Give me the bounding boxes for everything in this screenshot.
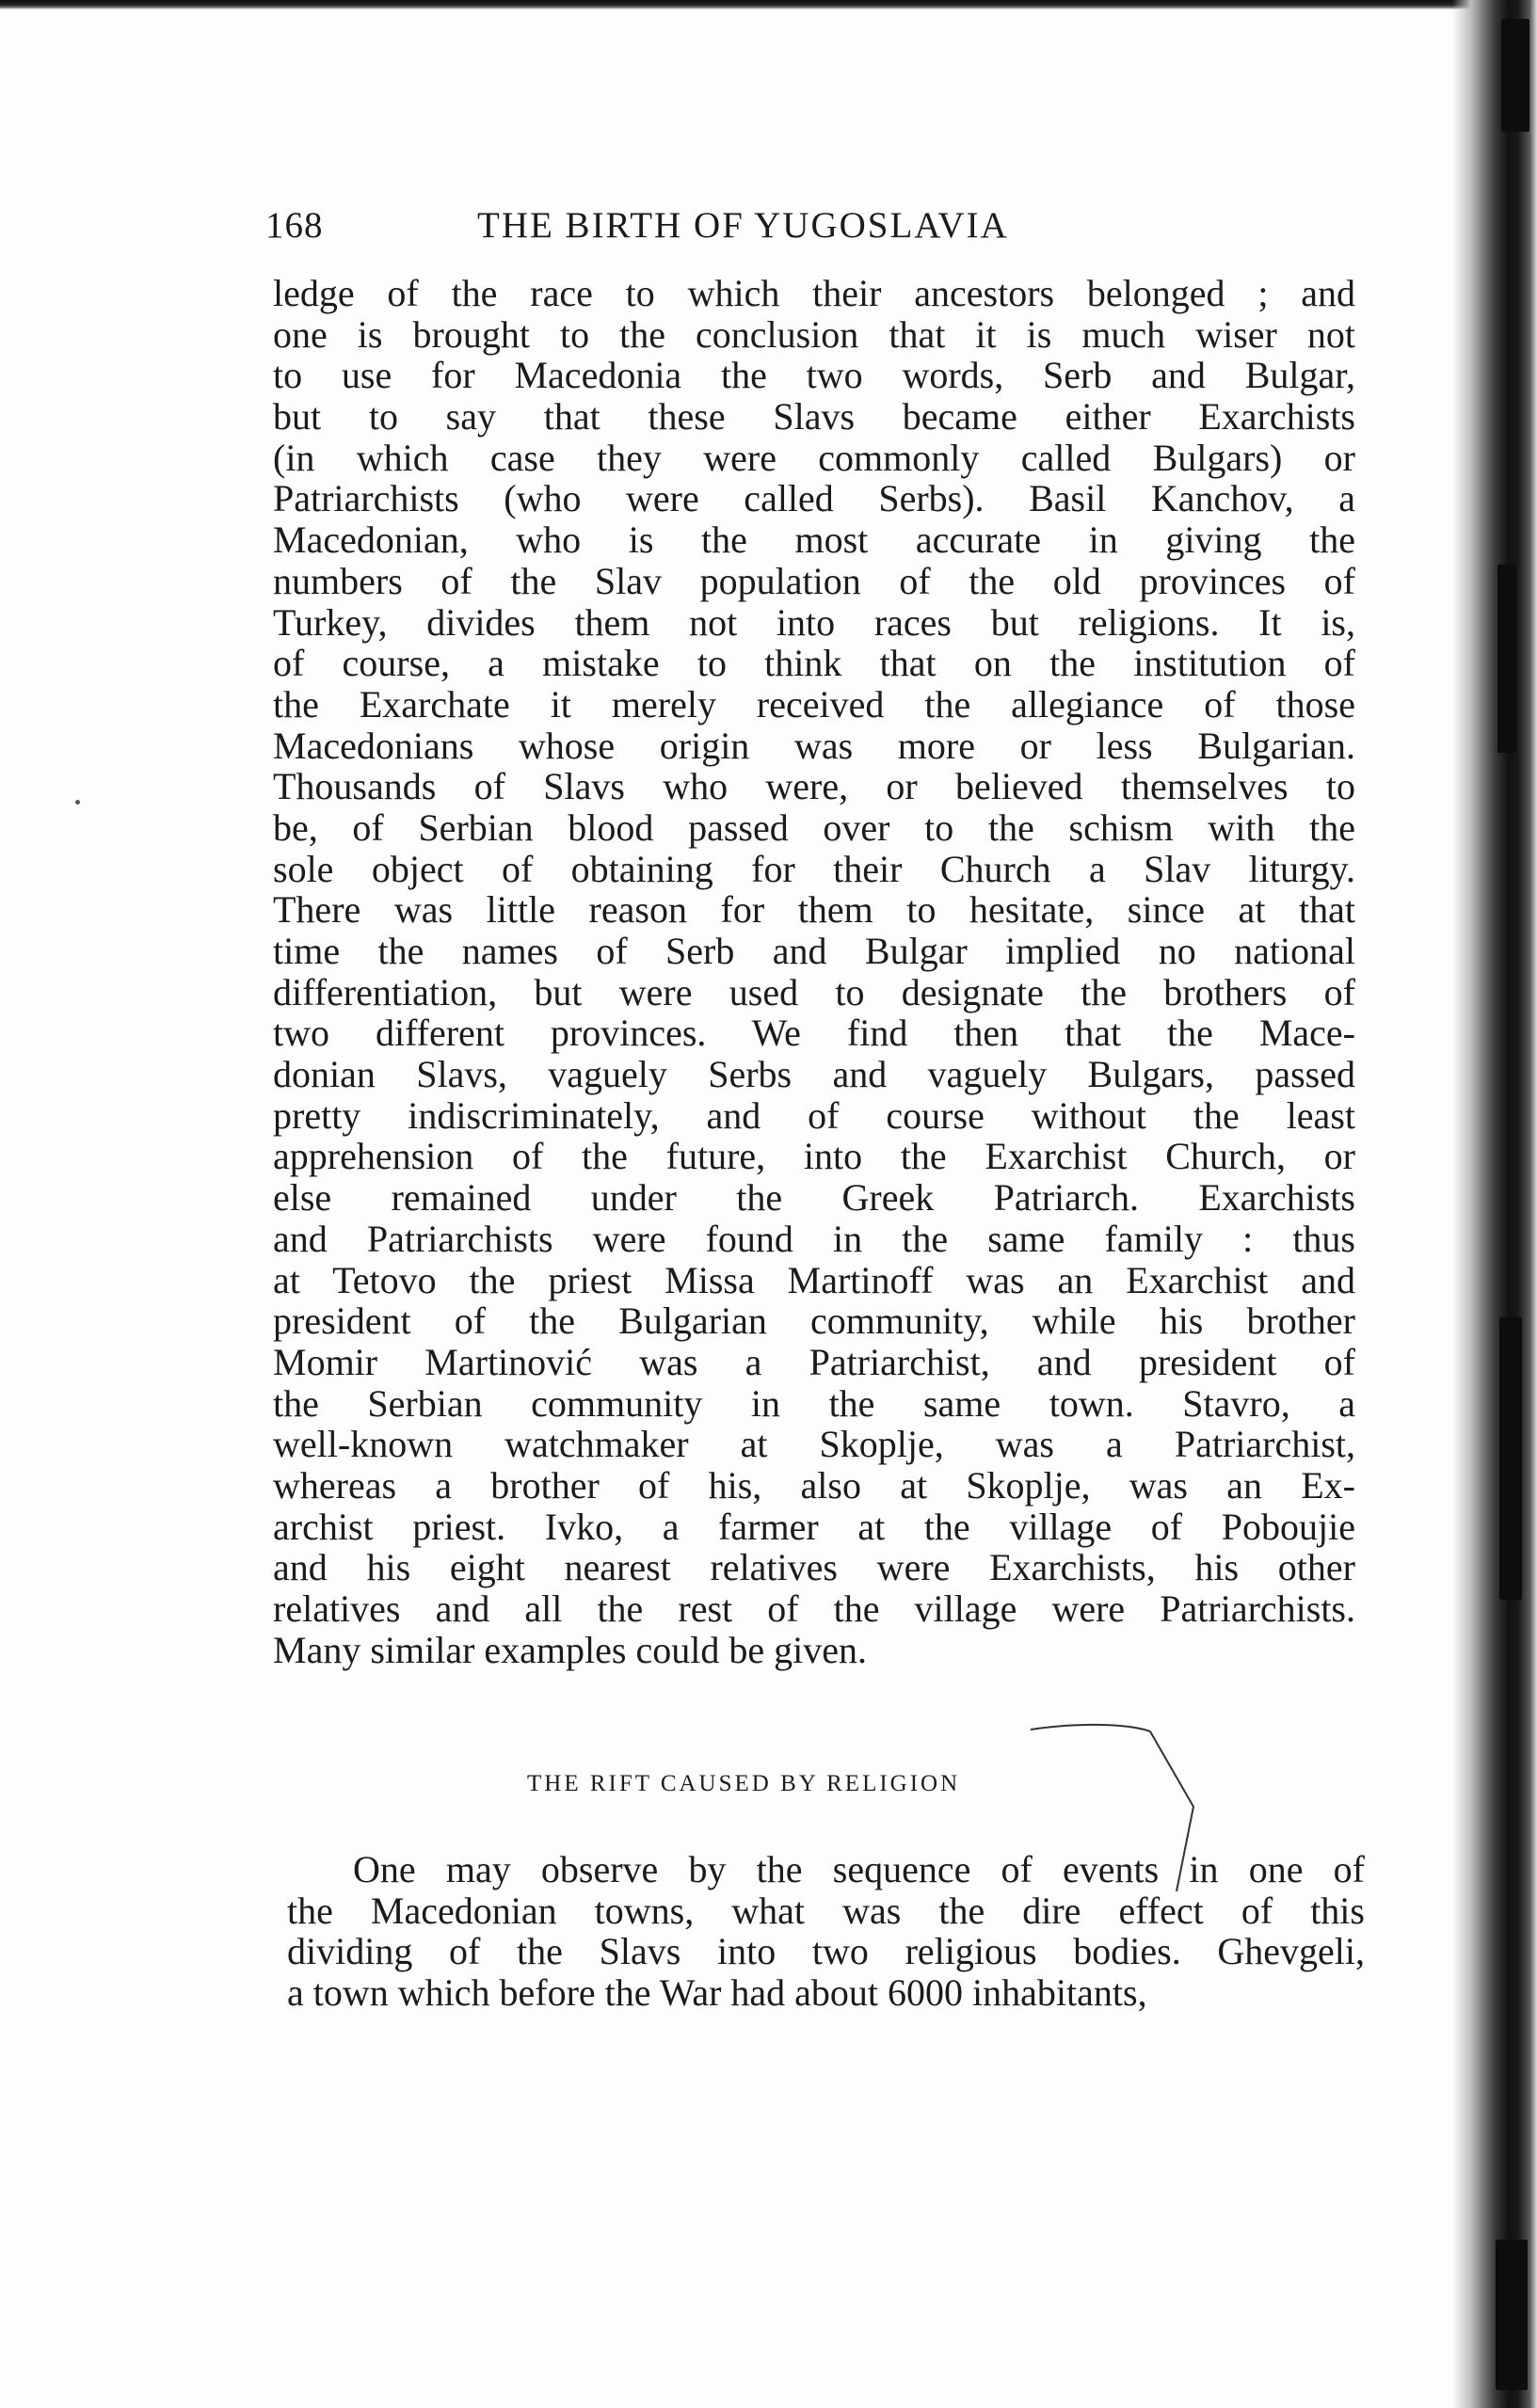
text-line: be, of Serbian blood passed over to the schism with the (273, 805, 1355, 849)
text-line: Thousands of Slavs who were, or believed themselves to (273, 765, 1355, 808)
text-line: Macedonians whose origin was more or less Bulgarian. (273, 724, 1355, 767)
running-title: THE BIRTH OF YUGOSLAVIA (477, 205, 1009, 246)
text-line: the Serbian community in the same town. Stavro, a (273, 1381, 1355, 1425)
text-line: the Macedonian towns, what was the dire effect of this (287, 1889, 1365, 1932)
text-line: differentiation, but were used to designate the brothers of (273, 970, 1355, 1013)
text-line: archist priest. Ivko, a farmer at the village of Poboujie (273, 1505, 1355, 1548)
scan-binding-edge (1452, 0, 1537, 2408)
text-line: Momir Martinović was a Patriarchist, and president of (273, 1340, 1355, 1383)
page-number: 168 (265, 205, 324, 246)
text-line: dividing of the Slavs into two religious bodies. Ghevgeli, (287, 1930, 1365, 1973)
scan-top-edge (0, 0, 1537, 9)
text-line: sole object of obtaining for their Church a Slav liturgy. (273, 847, 1355, 890)
running-header (265, 198, 1207, 254)
margin-speck (75, 800, 80, 805)
text-line: Many similar examples could be given. (273, 1628, 867, 1671)
text-line: at Tetovo the priest Missa Martinoff was an Exarchist and (273, 1258, 1355, 1301)
text-line: but to say that these Slavs became either Exarchists (273, 395, 1355, 439)
text-line: time the names of Serb and Bulgar implied no national (273, 930, 1355, 972)
text-line: a town which before the War had about 6000 inhabitants, (287, 1971, 1147, 2015)
text-line: to use for Macedonia the two words, Serb and Bulgar, (273, 354, 1355, 397)
text-line: of course, a mistake to think that on the institution of (273, 642, 1355, 685)
text-line: and Patriarchists were found in the same family : thus (273, 1217, 1355, 1260)
text-line: well-known watchmaker at Skoplje, was a Patriarchist, (273, 1423, 1355, 1466)
text-line: Macedonian, who is the most accurate in giving the (273, 518, 1355, 562)
text-line: Turkey, divides them not into races but religions. It is, (273, 600, 1355, 644)
paragraph-2 (287, 1849, 1365, 2014)
paragraph-1 (273, 273, 1355, 1670)
text-line: ledge of the race to which their ancestors belonged ; and (273, 272, 1355, 314)
text-line: There was little reason for them to hesitate, since at that (273, 888, 1355, 932)
text-line: president of the Bulgarian community, while his brother (273, 1300, 1355, 1343)
text-line: one is brought to the conclusion that it is much wiser not (273, 312, 1355, 356)
text-line: Patriarchists (who were called Serbs). Basil Kanchov, a (273, 477, 1355, 520)
text-line: One may observe by the sequence of events in one of (353, 1848, 1365, 1890)
text-line: whereas a brother of his, also at Skoplje, was an Ex- (273, 1463, 1355, 1507)
text-line: numbers of the Slav population of the old provinces of (273, 559, 1355, 602)
text-line: relatives and all the rest of the village were Patriarchists. (273, 1587, 1355, 1630)
text-line: two different provinces. We find then that the Mace- (273, 1012, 1355, 1055)
text-line: the Exarchate it merely received the allegiance of those (273, 682, 1355, 726)
text-line: pretty indiscriminately, and of course without the least (273, 1093, 1355, 1137)
text-line: donian Slavs, vaguely Serbs and vaguely Bulgars, passed (273, 1053, 1355, 1096)
text-line: apprehension of the future, into the Exarchist Church, or (273, 1135, 1355, 1178)
text-line: else remained under the Greek Patriarch. Exarchists (273, 1176, 1355, 1220)
section-title: THE RIFT CAUSED BY RELIGION (527, 1771, 961, 1796)
text-line: and his eight nearest relatives were Exarchists, his other (273, 1546, 1355, 1589)
text-line: (in which case they were commonly called Bulgars) or (273, 436, 1355, 479)
